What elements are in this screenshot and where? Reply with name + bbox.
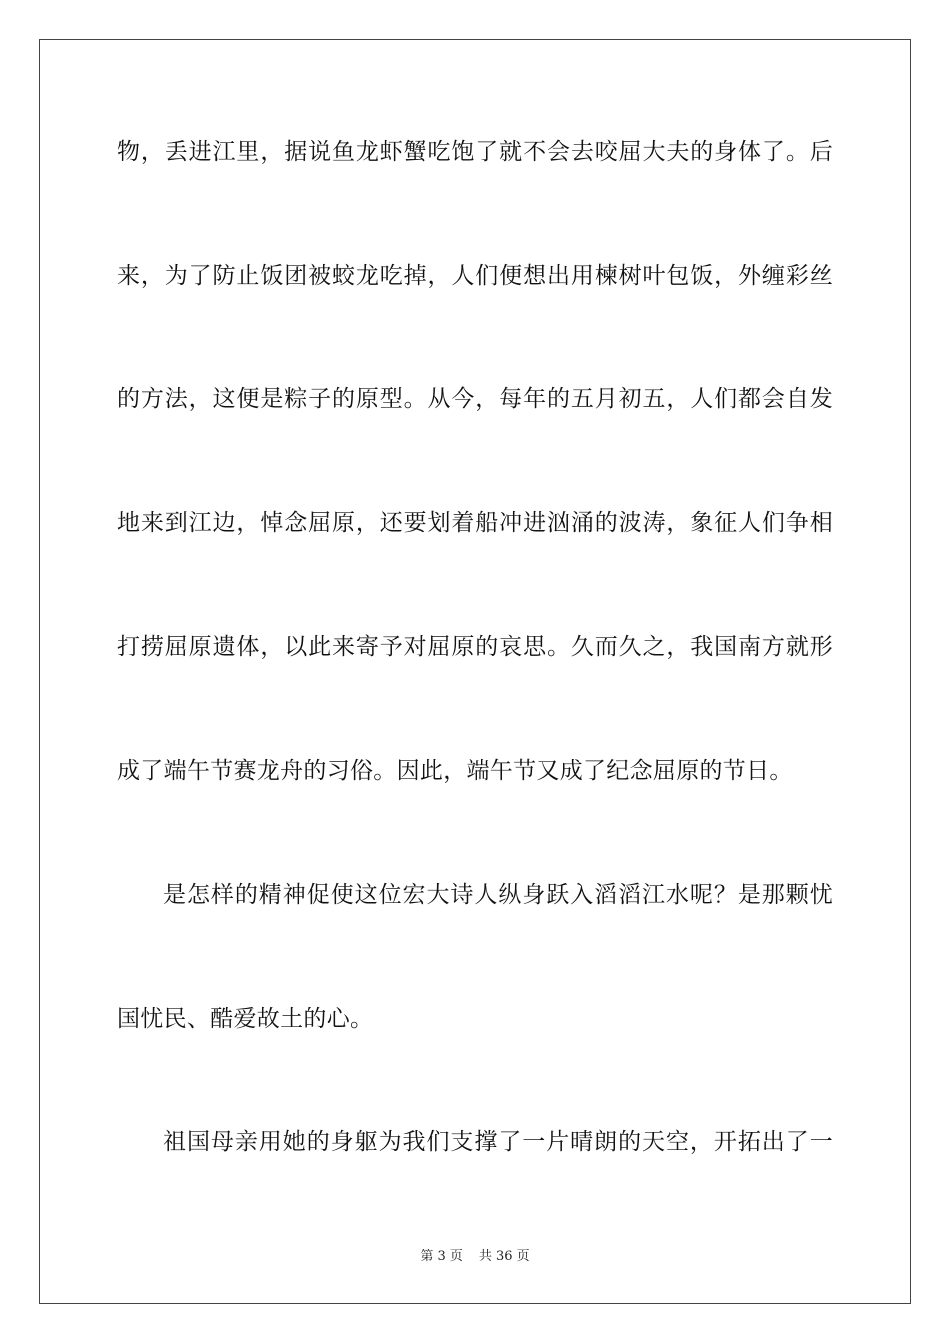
page-footer — [0, 1248, 950, 1266]
paragraph-line-indented: 是怎样的精神促使这位宏大诗人纵身跃入滔滔江水呢？是那颗忧 — [163, 882, 833, 908]
paragraph-line: 物，丢进江里，据说鱼龙虾蟹吃饱了就不会去咬屈大夫的身体了。后 — [117, 139, 833, 165]
page-number: 第 3 页 — [420, 1249, 463, 1264]
paragraph-line: 地来到江边，悼念屈原，还要划着船冲进汹涌的波涛，象征人们争相 — [117, 510, 833, 536]
paragraph-line: 来，为了防止饭团被蛟龙吃掉，人们便想出用楝树叶包饭，外缠彩丝 — [117, 263, 833, 289]
page-total: 共 36 页 — [478, 1249, 530, 1264]
paragraph-line: 国忧民、酷爱故土的心。 — [117, 1006, 374, 1032]
paragraph-line: 的方法，这便是粽子的原型。从今，每年的五月初五，人们都会自发 — [117, 386, 833, 412]
paragraph-line-indented: 祖国母亲用她的身躯为我们支撑了一片晴朗的天空，开拓出了一 — [163, 1129, 833, 1155]
paragraph-line: 打捞屈原遗体，以此来寄予对屈原的哀思。久而久之，我国南方就形 — [117, 634, 833, 660]
paragraph-line: 成了端午节赛龙舟的习俗。因此，端午节又成了纪念屈原的节日。 — [117, 758, 793, 784]
page-frame — [39, 39, 911, 1304]
